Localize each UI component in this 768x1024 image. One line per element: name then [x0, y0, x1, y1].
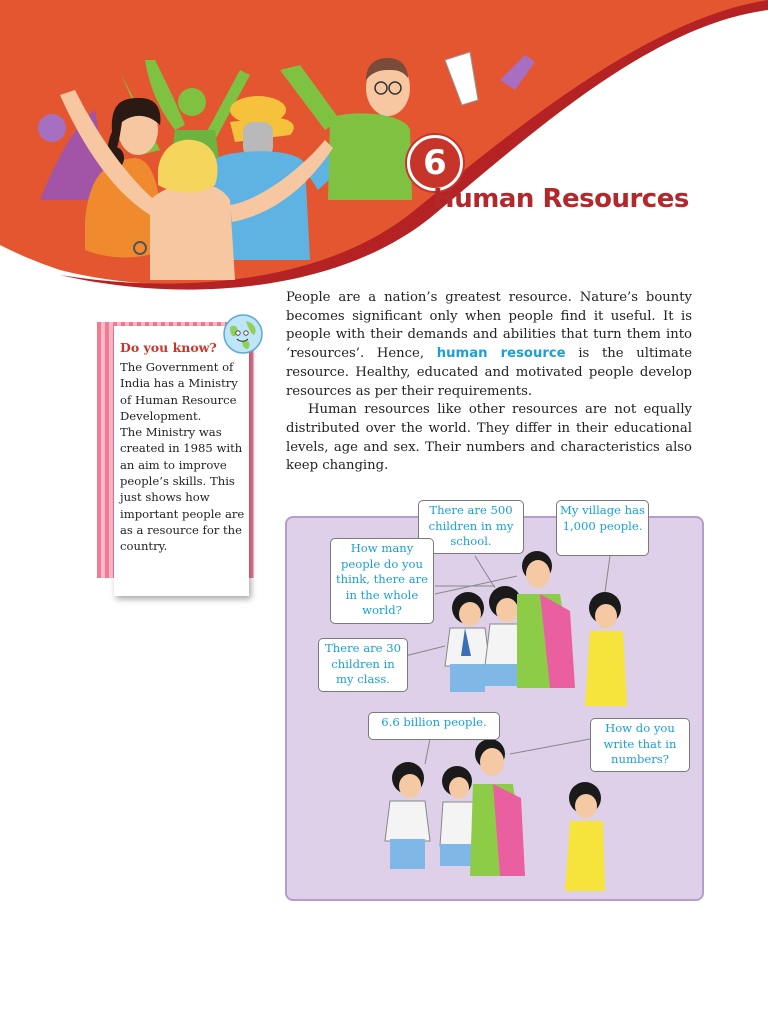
do-you-know-text-1: The Government of India has a Ministry of Human Resource Development.	[120, 360, 238, 423]
do-you-know-text	[120, 359, 246, 555]
keyword-human-resource: human resource	[436, 346, 566, 362]
bubble-numbers-question: How do you write that in numbers?	[590, 718, 690, 772]
paragraph-1-start: People are a nation’s greatest resource. Nature’s bounty becomes significant only when people find it useful. It is people with their demands and abilities that turn them into ‘resources’. Hence,	[286, 290, 692, 362]
bubble-world-question: How many people do you think, there are in the whole world?	[330, 538, 434, 624]
do-you-know-title: Do you know?	[120, 340, 217, 355]
body-text	[286, 289, 692, 476]
paragraph-1-end: is the ultimate resource. Healthy, educated and motivated people develop resources as per their requirements.	[286, 346, 692, 399]
header-illustration	[0, 0, 768, 300]
bubble-village: My village has 1,000 people.	[556, 500, 649, 556]
bubble-class: There are 30 children in my class.	[318, 638, 408, 692]
do-you-know-box	[114, 326, 249, 596]
paragraph-2: Human resources like other resources are not equally distributed over the world. They differ in their educational levels, age and sex. Their numbers and characteristics also keep changing.	[286, 402, 692, 474]
bubble-school: There are 500 children in my school.	[418, 500, 524, 554]
do-you-know-text-2: The Ministry was created in 1985 with an aim to improve people’s skills. This just shows how important people are as a resource for the country.	[120, 425, 245, 554]
globe-mascot-icon	[222, 313, 264, 355]
chapter-number-badge: 6	[407, 135, 463, 191]
paragraph-1	[286, 289, 692, 401]
bubble-billion: 6.6 billion people.	[368, 712, 500, 740]
chapter-title: Human Resources	[433, 184, 689, 214]
